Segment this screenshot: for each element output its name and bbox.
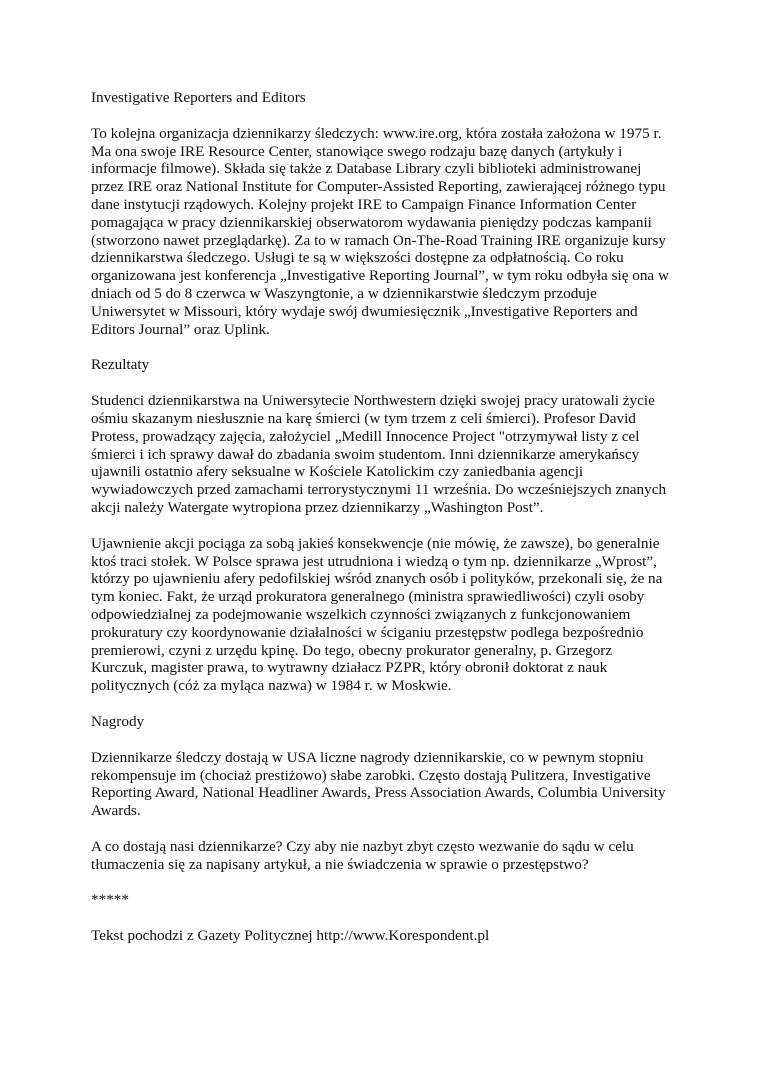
paragraph-nagrody: Dziennikarze śledczy dostają w USA liczne nagrody dziennikarskie, co w pewnym stopniu rekompensuje im (chociaż prestiżowo) słabe zarobki. Często dostają Pulitzera, Investigative Reporting Award, National Headliner Awards, Press Association Awards, Columbia University Awards. [91, 748, 666, 820]
separator: ***** [91, 891, 129, 909]
source-line: Tekst pochodzi z Gazety Politycznej http://www.Korespondent.pl [91, 927, 490, 945]
paragraph-ire: To kolejna organizacja dziennikarzy śledczych: www.ire.org, która została założona w 1975 r. Ma ona swoje IRE Resource Center, stanowiące swego rodzaju bazę danych (artykuły i informacje filmowe). Składa się także z Database Library czyli biblioteki administrowanej przez IRE oraz National Institute for Computer-Assisted Reporting, zawierającej różnego typu dane instytucji rządowych. Kolejny projekt IRE to Campaign Finance Information Center pomagająca w pracy dziennikarskiej obserwatorom wydawania pieniędzy podczas kampanii (stworzono nawet przeglądarkę). Za to w ramach On-The-Road Training IRE organizuje kursy dziennikarstwa śledczego. Usługi te są w większości dostępne za odpłatnością. Co roku organizowana jest konferencja „Investigative Reporting Journal”, w tym roku odbyła się ona w dniach od 5 do 8 czerwca w Waszyngtonie, a w dziennikarstwie śledczym przoduje Uniwersytet w Missouri, który wydaje swój dwumiesięcznik „Investigative Reporters and Editors Journal” oraz Uplink. [91, 124, 669, 338]
section-heading-ire: Investigative Reporters and Editors [91, 89, 306, 106]
paragraph-pytanie: A co dostają nasi dziennikarze? Czy aby nie nazbyt zbyt często wezwanie do sądu w celu tłumaczenia się za napisany artykuł, a nie świadczenia w sprawie o przestępstwo? [91, 837, 634, 873]
paragraph-rezultaty: Studenci dziennikarstwa na Uniwersytecie Northwestern dzięki swojej pracy uratowali życie ośmiu skazanym niesłusznie na karę śmierci (w tym trzem z celi śmierci). Profesor David Protess, prowadzący zajęcia, założyciel „Medill Innocence Project "otrzymywał listy z cel śmierci i ich sprawy dawał do zbadania swoim studentom. Inni dziennikarze amerykańscy ujawnili ostatnio afery seksualne w Kościele Katolickim czy zaniedbania agencji wywiadowczych przed zamachami terrorystycznymi 11 września. Do wcześniejszych znanych akcji należy Watergate wytropiona przez dziennikarzy „Washington Post”. [91, 392, 667, 516]
paragraph-konsekwencje: Ujawnienie akcji pociąga za sobą jakieś konsekwencje (nie mówię, że zawsze), bo generalnie ktoś traci stołek. W Polsce sprawa jest utrudniona i wiedzą o tym np. dziennikarze „Wprost”, którzy po ujawnieniu afery pedofilskiej wśród znanych osób i polityków, przekonali się, że na tym koniec. Fakt, że urząd prokuratora generalnego (ministra sprawiedliwości) czyli osoby odpowiedzialnej za podejmowanie wszelkich czynności związanych z funkcjonowaniem prokuratury czy koordynowanie działalności w ściganiu przestępstw podlega bezpośrednio premierowi, czyni z urzędu kpinę. Do tego, obecny prokurator generalny, p. Grzegorz Kurczuk, magister prawa, to wytrawny działacz PZPR, który obronił doktorat z nauk politycznych (cóż za myląca nazwa) w 1984 r. w Moskwie. [91, 534, 663, 695]
section-heading-rezultaty: Rezultaty [91, 356, 150, 374]
document-body [91, 89, 671, 963]
section-heading-nagrody: Nagrody [91, 712, 145, 730]
